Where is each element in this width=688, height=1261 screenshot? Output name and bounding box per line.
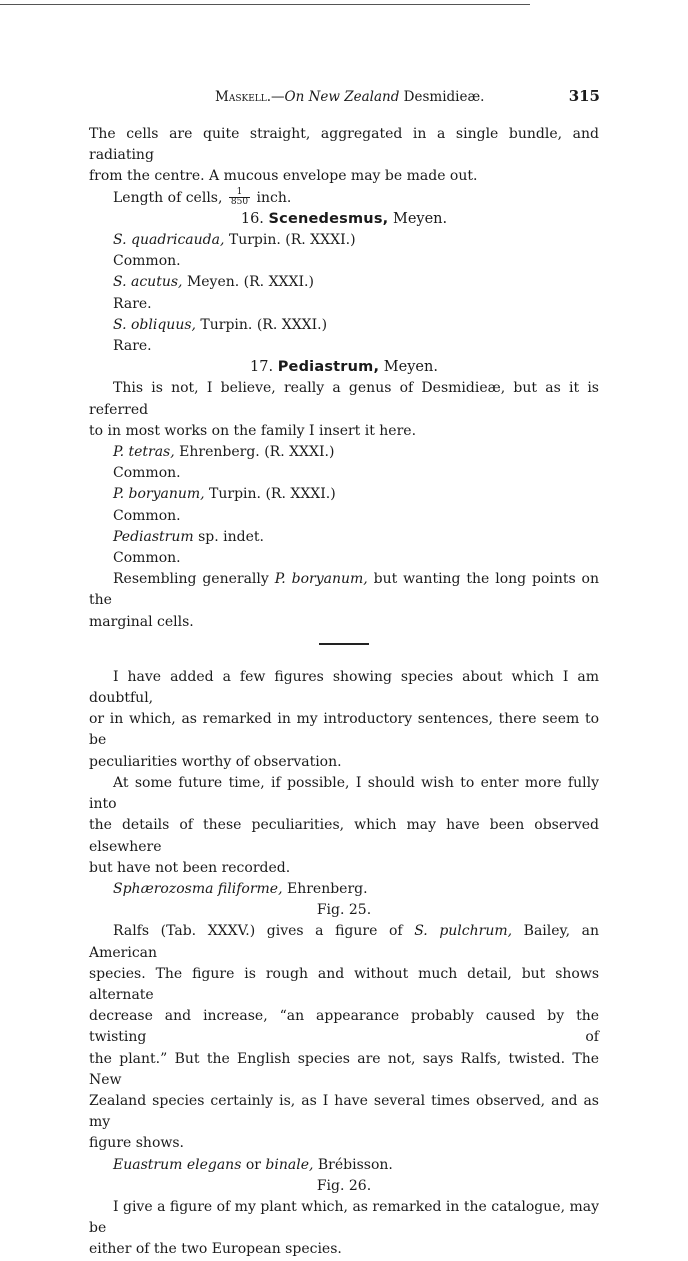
figure-reference: Fig. 26. bbox=[316, 1177, 372, 1194]
species-entry: S. acutus, Meyen. (R. XXXI.) bbox=[113, 274, 314, 291]
species-status: Common. bbox=[113, 550, 181, 567]
page-body bbox=[89, 124, 599, 1261]
species-entry: P. tetras, Ehrenberg. (R. XXXI.) bbox=[113, 444, 335, 461]
paragraph: At some future time, if possible, I should wish to enter more fully into bbox=[89, 774, 599, 813]
paragraph-line: species. The figure is rough and without much detail, but shows alternate bbox=[89, 965, 599, 1003]
species-entry: Euastrum elegans or binale, Brébisson. bbox=[113, 1156, 393, 1173]
paragraph: This is not, I believe, really a genus of Desmidieæ, but as it is referred bbox=[89, 380, 599, 418]
species-status: Common. bbox=[113, 507, 181, 524]
top-rule bbox=[0, 4, 530, 5]
paragraph: I give a figure of my plant which, as remarked in the catalogue, may be bbox=[89, 1198, 599, 1237]
paragraph-line: Zealand species certainly is, as I have several times observed, and as my bbox=[89, 1092, 599, 1131]
section-divider bbox=[319, 643, 369, 645]
paragraph-line: figure shows. bbox=[89, 1135, 184, 1152]
paragraph-line: either of the two European species. bbox=[89, 1241, 342, 1258]
species-status: Common. bbox=[113, 253, 181, 270]
page-number: 315 bbox=[568, 87, 600, 105]
paragraph-line: or in which, as remarked in my introductory sentences, there seem to be bbox=[89, 711, 599, 749]
species-status: Common. bbox=[113, 465, 181, 482]
paragraph: I have added a few figures showing species about which I am doubtful, bbox=[89, 668, 599, 707]
running-title: Maskell.—On New Zealand Desmidieæ. bbox=[215, 89, 485, 105]
paragraph-line: but have not been recorded. bbox=[89, 859, 291, 876]
paragraph-line: to in most works on the family I insert it here. bbox=[89, 422, 417, 439]
paragraph-line: from the centre. A mucous envelope may be made out. bbox=[89, 168, 478, 185]
species-entry: Sphærozosma filiforme, Ehrenberg. bbox=[113, 880, 368, 897]
cell-length: Length of cells, $\frac{1}{850}$ inch. bbox=[113, 187, 292, 208]
figure-reference: Fig. 25. bbox=[316, 902, 372, 919]
species-status: Rare. bbox=[113, 295, 152, 312]
paragraph-line: the plant.” But the English species are not, says Ralfs, twisted. The New bbox=[89, 1050, 599, 1088]
paragraph-line: peculiarities worthy of observation. bbox=[89, 753, 342, 770]
species-entry: S. quadricauda, Turpin. (R. XXXI.) bbox=[113, 232, 356, 249]
fraction: $\frac{1}{850}$ bbox=[230, 187, 249, 208]
paragraph: Ralfs (Tab. XXXV.) gives a figure of S. pulchrum, Bailey, an American bbox=[89, 923, 599, 961]
paragraph-line: marginal cells. bbox=[89, 613, 194, 630]
paragraph-line: the details of these peculiarities, which may have been observed elsewhere bbox=[89, 817, 599, 855]
genus-heading-17: 17. Pediastrum, Meyen. bbox=[250, 359, 438, 376]
paragraph: The cells are quite straight, aggregated in a single bundle, and radiating bbox=[89, 126, 599, 164]
paragraph: Resembling generally P. boryanum, but wanting the long points on the bbox=[89, 571, 599, 609]
species-entry: P. boryanum, Turpin. (R. XXXI.) bbox=[113, 486, 336, 503]
genus-heading-16: 16. Scenedesmus, Meyen. bbox=[240, 210, 448, 227]
species-status: Rare. bbox=[113, 338, 152, 355]
species-entry: S. obliquus, Turpin. (R. XXXI.) bbox=[113, 316, 328, 333]
species-entry: Pediastrum sp. indet. bbox=[113, 528, 264, 545]
paragraph-line: decrease and increase, “an appearance probably caused by the twisting of bbox=[89, 1008, 599, 1046]
running-header bbox=[215, 89, 600, 109]
